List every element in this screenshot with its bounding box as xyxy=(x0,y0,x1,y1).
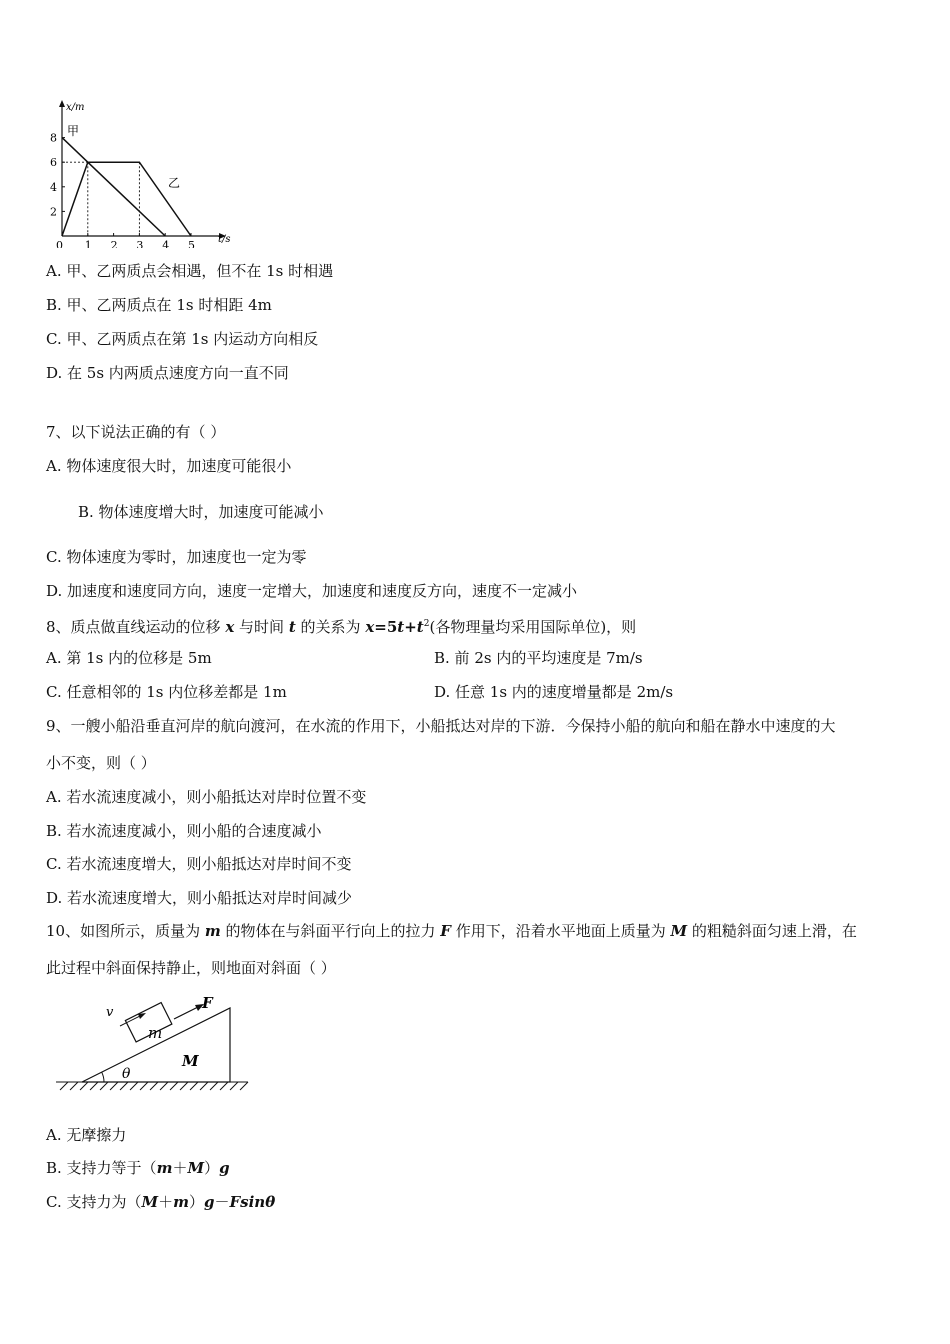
x-tick-label: 0 xyxy=(56,239,63,248)
q8-stem-part: (各物理量均采用国际单位)，则 xyxy=(429,618,637,636)
q8-stem-part: 8、质点做直线运动的位移 xyxy=(46,618,226,636)
q10-c-text: C. 支持力为（ xyxy=(46,1193,142,1211)
y-tick-label: 6 xyxy=(50,156,57,170)
x-tick-label: 4 xyxy=(162,239,170,248)
x-axis-label: t/s xyxy=(218,234,231,245)
q8-option-d[interactable]: D. 任意 1s 内的速度增量都是 2m/s xyxy=(434,683,674,701)
q8-formula-plus: + xyxy=(404,618,417,636)
q8-var-x: x xyxy=(225,618,235,636)
q6-option-a[interactable]: A. 甲、乙两质点会相遇，但不在 1s 时相遇 xyxy=(46,262,334,280)
q7-option-d[interactable]: D. 加速度和速度同方向，速度一定增大，加速度和速度反方向，速度不一定减小 xyxy=(46,582,578,600)
q10-b-text: ） xyxy=(204,1159,220,1177)
series-line-0 xyxy=(62,138,165,236)
ground-hatching xyxy=(56,1082,248,1090)
y-axis-arrow xyxy=(59,100,65,107)
q8-stem xyxy=(46,614,636,637)
y-tick-label: 4 xyxy=(50,180,57,194)
series-label-yi: 乙 xyxy=(168,176,181,190)
y-axis-label: x/m xyxy=(66,102,85,113)
q7-option-c[interactable]: C. 物体速度为零时，加速度也一定为零 xyxy=(46,548,307,566)
label-v: v xyxy=(106,1005,114,1020)
x-tick-label: 2 xyxy=(110,239,118,248)
graph-axes xyxy=(59,100,226,239)
q9-option-c[interactable]: C. 若水流速度增大，则小船抵达对岸时间不变 xyxy=(46,855,352,873)
q9-stem-line-2: 小不变，则（ ） xyxy=(46,754,156,772)
graph-guides xyxy=(62,162,139,236)
force-arrow-line xyxy=(174,1006,200,1019)
q8-stem-part: 与时间 xyxy=(234,618,289,636)
q8-stem-part: 的关系为 xyxy=(295,618,366,636)
q10-c-plus: ＋ xyxy=(158,1193,174,1211)
q7-stem: 7、以下说法正确的有（ ） xyxy=(46,423,226,441)
q8-option-a[interactable]: A. 第 1s 内的位移是 5m xyxy=(46,649,212,667)
q10-option-a[interactable]: A. 无摩擦力 xyxy=(46,1126,127,1144)
q10-c-g: g xyxy=(204,1193,215,1211)
q10-c-m: m xyxy=(173,1193,189,1211)
q10-stem-line-1 xyxy=(46,921,857,941)
q10-c-F: Fsinθ xyxy=(229,1193,276,1211)
x-tick-label: 1 xyxy=(84,239,92,248)
q9-option-a[interactable]: A. 若水流速度减小，则小船抵达对岸时位置不变 xyxy=(46,788,367,806)
label-m: m xyxy=(148,1024,163,1042)
graph-y-ticks xyxy=(50,132,65,219)
q8-formula-t2: t xyxy=(416,618,424,636)
q10-c-minus: － xyxy=(214,1193,230,1211)
q10-stem-part: 10、如图所示，质量为 xyxy=(46,922,205,940)
x-tick-label: 3 xyxy=(136,239,144,248)
q9-option-d[interactable]: D. 若水流速度增大，则小船抵达对岸时间减少 xyxy=(46,889,353,907)
q10-var-M: M xyxy=(670,922,688,940)
q9-option-b[interactable]: B. 若水流速度减小，则小船的合速度减小 xyxy=(46,822,322,840)
q10-option-b[interactable] xyxy=(46,1158,230,1178)
q8-var-t: t xyxy=(288,618,296,636)
label-M: M xyxy=(182,1052,199,1070)
q10-stem-line-2: 此过程中斜面保持静止，则地面对斜面（ ） xyxy=(46,959,336,977)
q8-option-c[interactable]: C. 任意相邻的 1s 内位移差都是 1m xyxy=(46,683,287,701)
q10-var-F: F xyxy=(440,922,451,940)
q10-stem-part: 的物体在与斜面平行向上的拉力 xyxy=(220,922,441,940)
x-tick-label: 5 xyxy=(188,239,195,248)
q6-option-d[interactable]: D. 在 5s 内两质点速度方向一直不同 xyxy=(46,364,289,382)
q9-stem-line-1: 9、一艘小船沿垂直河岸的航向渡河，在水流的作用下，小船抵达对岸的下游．今保持小船的航向和船在静水中速度的大 xyxy=(46,717,836,735)
label-F: F xyxy=(202,994,213,1012)
y-tick-label: 2 xyxy=(50,205,57,219)
q10-c-M: M xyxy=(141,1193,159,1211)
xt-graph xyxy=(40,98,240,248)
angle-arc xyxy=(102,1072,104,1082)
series-label-jia: 甲 xyxy=(67,124,80,138)
q8-formula-t: t xyxy=(397,618,405,636)
incline-figure xyxy=(52,992,252,1102)
graph-x-ticks xyxy=(56,233,195,248)
q10-b-M: M xyxy=(187,1159,205,1177)
q10-var-m: m xyxy=(204,922,221,940)
q10-b-plus: ＋ xyxy=(172,1159,188,1177)
q10-b-g: g xyxy=(219,1159,230,1177)
q10-option-c[interactable] xyxy=(46,1192,275,1212)
q10-stem-part: 的粗糙斜面匀速上滑，在 xyxy=(687,922,857,940)
q10-b-text: B. 支持力等于（ xyxy=(46,1159,157,1177)
q10-c-text: ） xyxy=(188,1193,204,1211)
q7-option-a[interactable]: A. 物体速度很大时，加速度可能很小 xyxy=(46,457,292,475)
q6-option-b[interactable]: B. 甲、乙两质点在 1s 时相距 4m xyxy=(46,296,272,314)
q10-stem-part: 作用下，沿着水平地面上质量为 xyxy=(450,922,671,940)
q10-b-m: m xyxy=(156,1159,173,1177)
q8-option-b[interactable]: B. 前 2s 内的平均速度是 7m/s xyxy=(434,649,643,667)
q8-formula-sup: 2 xyxy=(423,619,430,629)
y-tick-label: 8 xyxy=(50,131,57,145)
q8-formula-x: x xyxy=(365,618,375,636)
q6-option-c[interactable]: C. 甲、乙两质点在第 1s 内运动方向相反 xyxy=(46,330,319,348)
q8-formula-eq: =5 xyxy=(374,618,398,636)
label-theta: θ xyxy=(122,1066,131,1082)
q7-option-b[interactable]: B. 物体速度增大时，加速度可能减小 xyxy=(78,503,324,521)
